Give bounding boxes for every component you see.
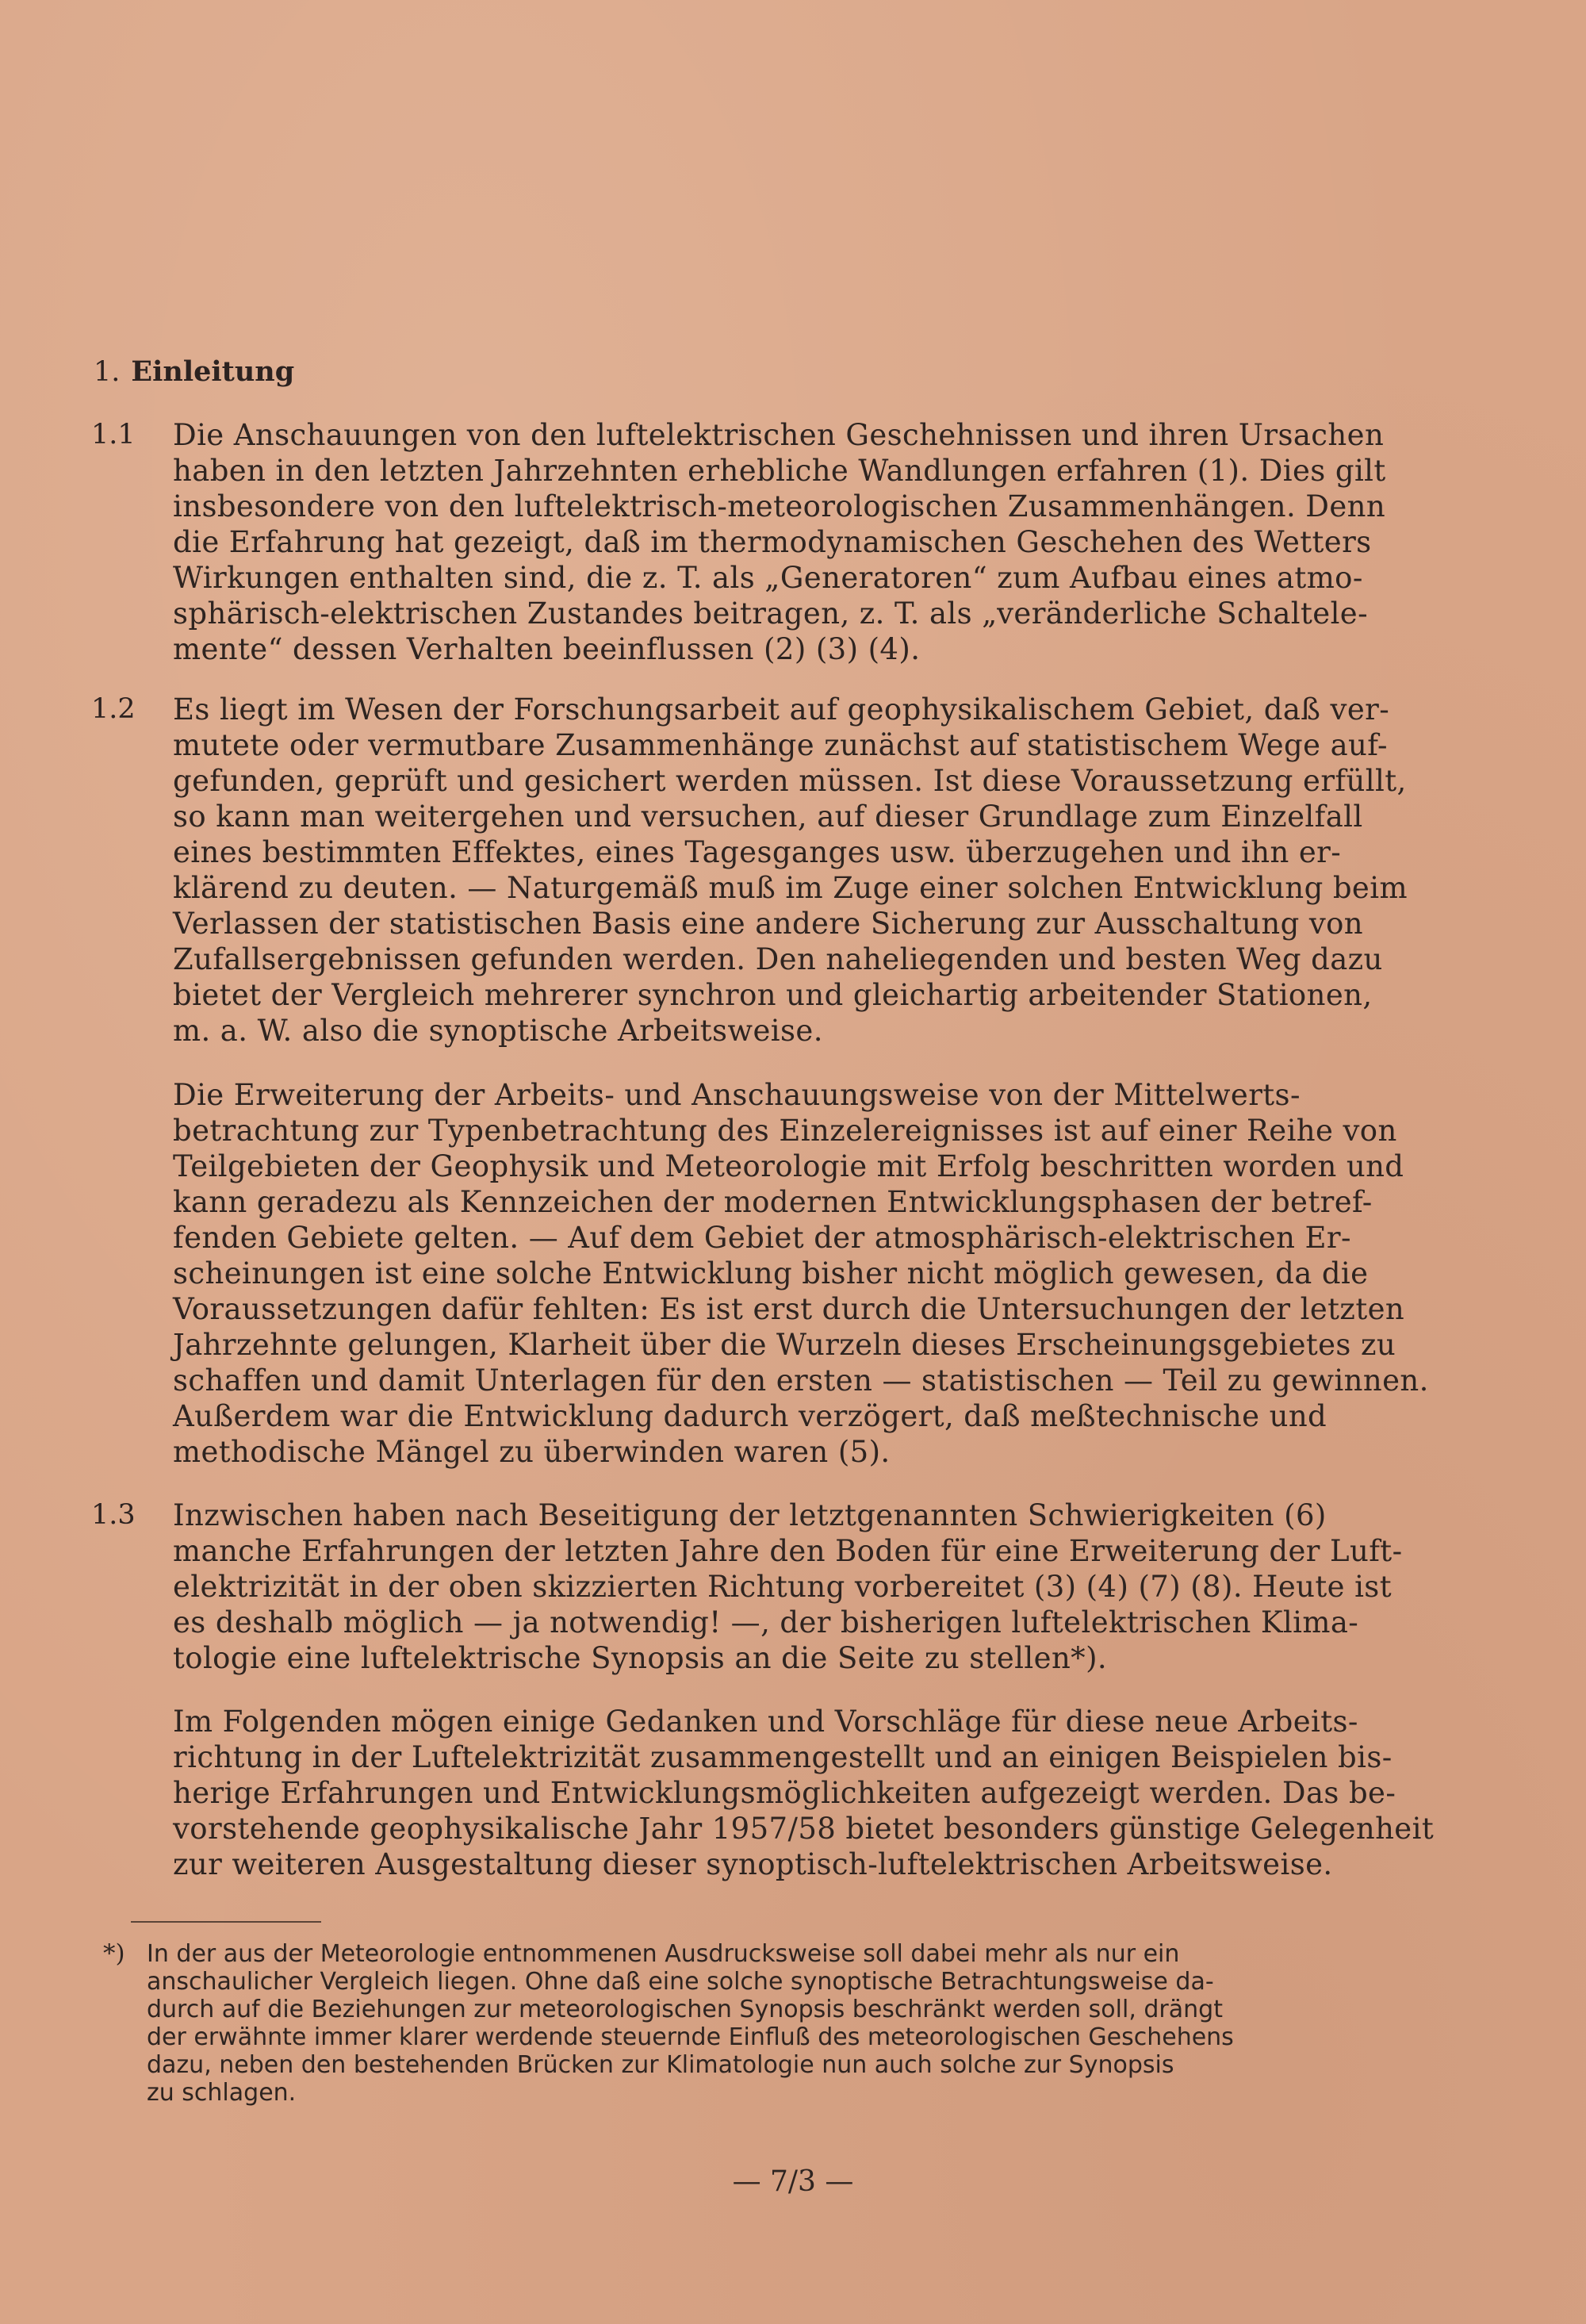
text-line: die Erfahrung hat gezeigt, daß im thermodynamischen Geschehen des Wetters — [173, 525, 1372, 559]
section-number-1-1: 1.1 — [91, 419, 136, 451]
footnote — [147, 1940, 1457, 2107]
text-line: klärend zu deuten. — Naturgemäß muß im Zuge einer solchen Entwicklung beim — [173, 871, 1408, 905]
text-line: zur weiteren Ausgestaltung dieser synoptisch-luftelektrischen Arbeitsweise. — [173, 1847, 1333, 1881]
text-line: betrachtung zur Typenbetrachtung des Einzelereignisses ist auf einer Reihe von — [173, 1114, 1397, 1148]
text-line: richtung in der Luftelektrizität zusammengestellt und an einigen Beispielen bis- — [173, 1740, 1393, 1774]
section-heading — [94, 352, 294, 392]
text-line: eines bestimmten Effektes, eines Tagesganges usw. überzugehen und ihn er- — [173, 835, 1342, 869]
footnote-line: dazu, neben den bestehenden Brücken zur Klimatologie nun auch solche zur Synopsis — [147, 2051, 1174, 2079]
text-line: Voraussetzungen dafür fehlten: Es ist erst durch die Untersuchungen der letzten — [173, 1292, 1405, 1326]
text-line: Teilgebieten der Geophysik und Meteorologie mit Erfolg beschritten worden und — [173, 1149, 1404, 1183]
text-line: elektrizität in der oben skizzierten Richtung vorbereitet (3) (4) (7) (8). Heute ist — [173, 1570, 1392, 1604]
text-line: haben in den letzten Jahrzehnten erhebliche Wandlungen erfahren (1). Dies gilt — [173, 454, 1386, 488]
footnote-line: anschaulicher Vergleich liegen. Ohne daß eine solche synoptische Betrachtungsweise da- — [147, 1968, 1214, 1996]
text-line: insbesondere von den luftelektrisch-meteorologischen Zusammenhängen. Denn — [173, 489, 1386, 523]
text-line: sphärisch-elektrischen Zustandes beitragen, z. T. als „veränderliche Schaltele- — [173, 596, 1369, 631]
text-line: Inzwischen haben nach Beseitigung der letztgenannten Schwierigkeiten (6) — [173, 1498, 1327, 1532]
footnote-line: der erwähnte immer klarer werdende steuernde Einfluß des meteorologischen Geschehens — [147, 2023, 1234, 2051]
text-line: Zufallsergebnissen gefunden werden. Den naheliegenden und besten Weg dazu — [173, 942, 1383, 976]
text-line: gefunden, geprüft und gesichert werden müssen. Ist diese Voraussetzung erfüllt, — [173, 764, 1407, 798]
paragraph-1-1 — [173, 417, 1459, 667]
text-line: Verlassen der statistischen Basis eine andere Sicherung zur Ausschaltung von — [173, 907, 1364, 941]
text-line: bietet der Vergleich mehrerer synchron und gleichartig arbeitender Stationen, — [173, 978, 1373, 1012]
section-number-1-2: 1.2 — [91, 693, 136, 725]
text-line: kann geradezu als Kennzeichen der modernen Entwicklungsphasen der betref- — [173, 1185, 1373, 1219]
text-line: Wirkungen enthalten sind, die z. T. als „Generatoren“ zum Aufbau eines atmo- — [173, 561, 1363, 595]
text-line: Jahrzehnte gelungen, Klarheit über die Wurzeln dieses Erscheinungsgebietes zu — [173, 1328, 1396, 1362]
footnote-marker: *) — [103, 1939, 125, 1968]
paragraph-1-2 — [173, 692, 1459, 1049]
text-line: manche Erfahrungen der letzten Jahre den Boden für eine Erweiterung der Luft- — [173, 1534, 1403, 1568]
footnote-line: zu schlagen. — [147, 2079, 297, 2107]
text-line: mente“ dessen Verhalten beeinflussen (2) (3) (4). — [173, 632, 921, 666]
paragraph-1-3-continued — [173, 1704, 1459, 1882]
text-line: Außerdem war die Entwicklung dadurch verzögert, daß meßtechnische und — [173, 1399, 1327, 1433]
text-line: Im Folgenden mögen einige Gedanken und Vorschläge für diese neue Arbeits- — [173, 1705, 1358, 1739]
text-line: Die Erweiterung der Arbeits- und Anschauungsweise von der Mittelwerts- — [173, 1078, 1301, 1112]
footnote-line: In der aus der Meteorologie entnommenen Ausdrucksweise soll dabei mehr als nur ein — [147, 1940, 1180, 1968]
section-number-1-3: 1.3 — [91, 1499, 136, 1531]
text-line: Es liegt im Wesen der Forschungsarbeit auf geophysikalischem Gebiet, daß ver- — [173, 692, 1390, 727]
text-line: tologie eine luftelektrische Synopsis an die Seite zu stellen*). — [173, 1641, 1108, 1675]
paragraph-1-3 — [173, 1498, 1459, 1676]
paragraph-1-2-continued — [173, 1077, 1459, 1470]
text-line: schaffen und damit Unterlagen für den ersten — statistischen — Teil zu gewinnen. — [173, 1363, 1429, 1398]
footnote-divider — [131, 1921, 321, 1923]
page-number: — 7/3 — — [732, 2165, 854, 2198]
text-line: so kann man weitergehen und versuchen, auf dieser Grundlage zum Einzelfall — [173, 800, 1363, 834]
text-line: mutete oder vermutbare Zusammenhänge zunächst auf statistischem Wege auf- — [173, 728, 1388, 762]
text-line: herige Erfahrungen und Entwicklungsmöglichkeiten aufgezeigt werden. Das be- — [173, 1776, 1396, 1810]
text-line: vorstehende geophysikalische Jahr 1957/58 bietet besonders günstige Gelegenheit — [173, 1812, 1435, 1846]
text-line: fenden Gebiete gelten. — Auf dem Gebiet der atmosphärisch-elektrischen Er- — [173, 1221, 1351, 1255]
text-line: scheinungen ist eine solche Entwicklung bisher nicht möglich gewesen, da die — [173, 1256, 1369, 1290]
heading-title: Einleitung — [131, 355, 295, 388]
footnote-line: durch auf die Beziehungen zur meteorologischen Synopsis beschränkt werden soll, drängt — [147, 1996, 1223, 2023]
heading-number: 1. — [94, 356, 121, 388]
text-line: Die Anschauungen von den luftelektrischen Geschehnissen und ihren Ursachen — [173, 418, 1385, 452]
text-line: es deshalb möglich — ja notwendig! —, der bisherigen luftelektrischen Klima- — [173, 1605, 1359, 1639]
text-line: m. a. W. also die synoptische Arbeitsweise. — [173, 1014, 823, 1048]
text-line: methodische Mängel zu überwinden waren (5). — [173, 1435, 891, 1469]
